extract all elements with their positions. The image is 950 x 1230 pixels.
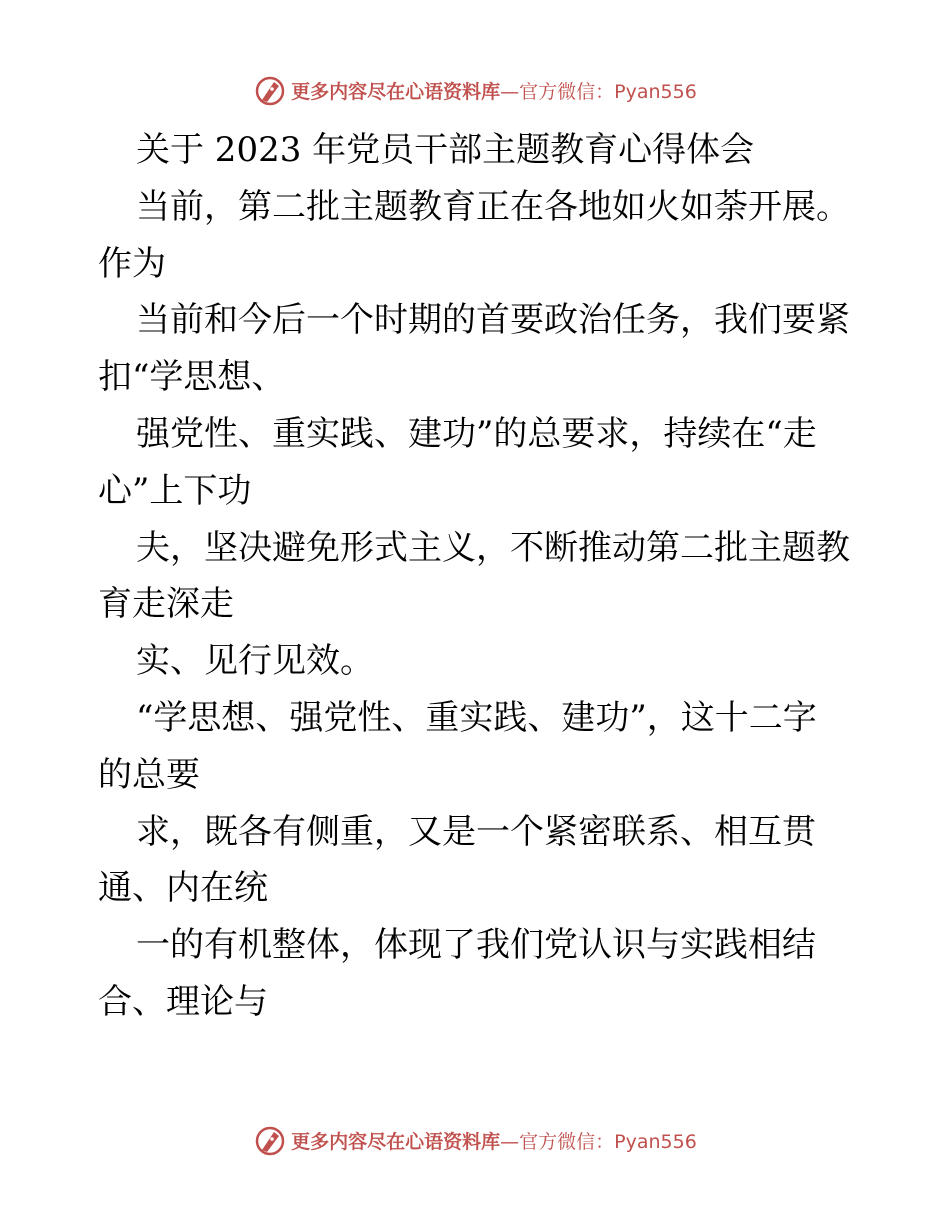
banner-wechat: —官方微信：Pyan556 — [500, 80, 697, 103]
text-line: 心”上下功 — [98, 470, 252, 511]
text-line: 强党性、重实践、建功”的总要求，持续在“走 — [136, 413, 817, 454]
pen-nib-logo-icon — [253, 73, 287, 107]
text-line: 的总要 — [98, 754, 200, 795]
text-line: 一的有机整体，体现了我们党认识与实践相结 — [136, 925, 816, 966]
text-line: 实、见行见效。 — [136, 641, 374, 682]
pen-nib-logo-icon — [253, 1123, 287, 1157]
banner-text: 更多内容尽在心语资料库 — [291, 1130, 501, 1153]
banner-wechat: —官方微信：Pyan556 — [500, 1130, 697, 1153]
document-body — [98, 122, 858, 1031]
text-line: 通、内在统 — [98, 868, 268, 909]
text-line: 当前，第二批主题教育正在各地如火如荼开展。 — [136, 186, 850, 227]
text-line: 扣“学思想、 — [98, 357, 286, 398]
footer-banner — [0, 1120, 950, 1160]
text-line: 求，既各有侧重，又是一个紧密联系、相互贯 — [136, 811, 816, 852]
text-line: 夫，坚决避免形式主义，不断推动第二批主题教 — [136, 527, 850, 568]
text-line: “学思想、强党性、重实践、建功”，这十二字 — [136, 697, 817, 738]
text-line: 当前和今后一个时期的首要政治任务，我们要紧 — [136, 300, 850, 341]
text-line: 作为 — [98, 243, 166, 284]
text-line: 关于 2023 年党员干部主题教育心得体会 — [136, 130, 755, 170]
text-line: 合、理论与 — [98, 981, 268, 1022]
banner-text: 更多内容尽在心语资料库 — [291, 80, 501, 103]
text-line: 育走深走 — [98, 584, 234, 625]
header-banner — [0, 70, 950, 110]
